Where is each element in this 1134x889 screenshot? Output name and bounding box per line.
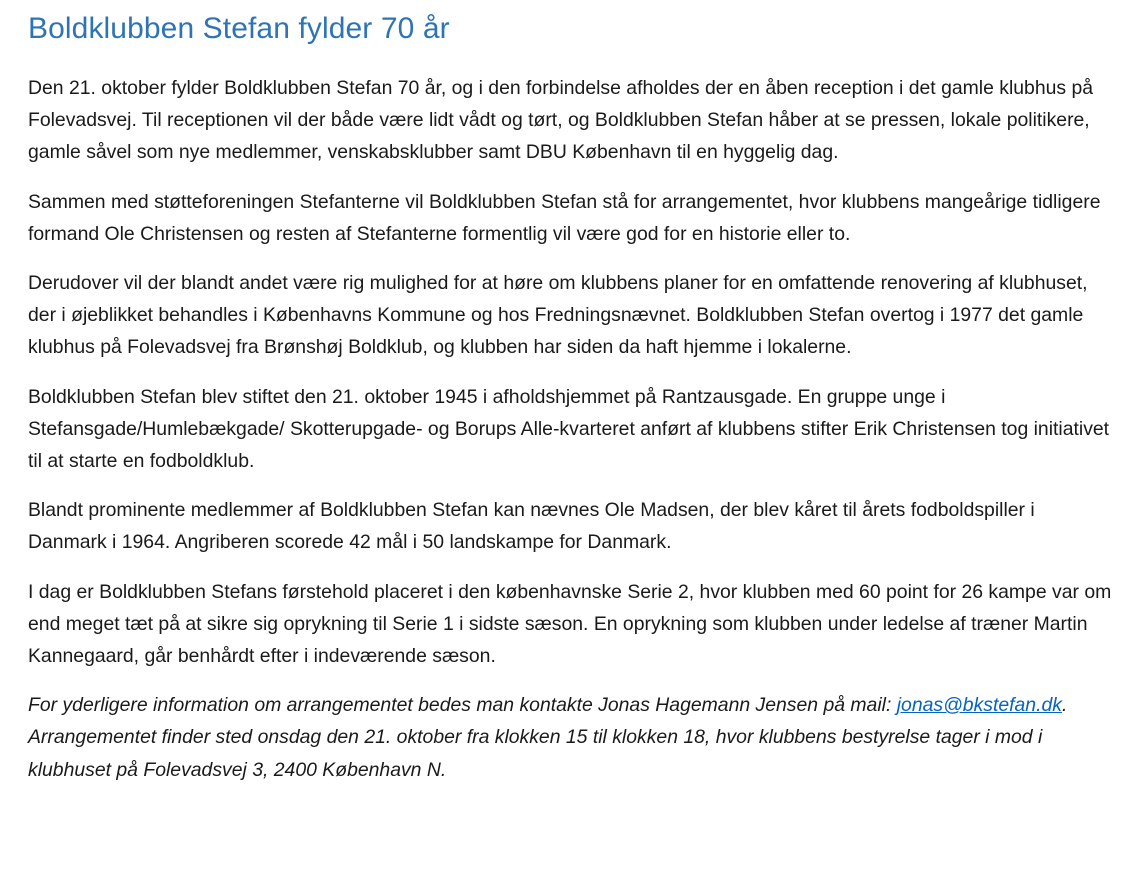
paragraph-intro: Den 21. oktober fylder Boldklubben Stefan 70 år, og i den forbindelse afholdes der en åben reception i det gamle klubhus på Folevadsvej. Til receptionen vil der både være lidt vådt og tørt, og Boldklubben Stefan håber at se pressen, lokale politikere, gamle såvel som nye medlemmer, venskabsklubber samt DBU København til en hyggelig dag.: [28, 77, 1094, 164]
document-page: [28, 10, 1118, 803]
document-title: Boldklubben Stefan fylder 70 år: [28, 12, 450, 45]
contact-intro-text: For yderligere information om arrangementet bedes man kontakte Jonas Hagemann Jensen på mail:: [28, 694, 897, 717]
paragraph-prominent-members: Blandt prominente medlemmer af Boldklubben Stefan kan nævnes Ole Madsen, der blev kåret til årets fodboldspiller i Danmark i 1964. Angriberen scorede 42 mål i 50 landskampe for Danmark.: [28, 499, 1035, 554]
paragraph-stefanterne: Sammen med støtteforeningen Stefanterne vil Boldklubben Stefan stå for arrangementet, hvor klubbens mangeårige tidligere formand Ole Christensen og resten af Stefanterne formentlig vil være god for en historie eller to.: [28, 190, 1101, 245]
paragraph-renovation: Derudover vil der blandt andet være rig mulighed for at høre om klubbens planer for en omfattende renovering af klubhuset, der i øjeblikket behandles i Københavns Kommune og hos Fredningsnævnet. Boldklubben Stefan overtog i 1977 det gamle klubhus på Folevadsvej fra Brønshøj Boldklub, og klubben har siden da haft hjemme i lokalerne.: [28, 272, 1088, 359]
paragraph-history: Boldklubben Stefan blev stiftet den 21. oktober 1945 i afholdshjemmet på Rantzausgade. En gruppe unge i Stefansgade/Humlebækgade/ Skotterupgade- og Borups Alle-kvarteret anført af klubbens stifter Erik Christensen tog initiativet til at starte en fodboldklub.: [28, 385, 1110, 473]
paragraph-first-team: I dag er Boldklubben Stefans førstehold placeret i den københavnske Serie 2, hvor klubben med 60 point for 26 kampe var om end meget tæt på at sikre sig oprykning til Serie 1 i sidste sæson. En oprykning som klubben under ledelse af træner Martin Kannegaard, går benhårdt efter i indeværende sæson.: [28, 580, 1112, 668]
email-link[interactable]: jonas@bkstefan.dk: [896, 694, 1062, 717]
contact-outro-text: . Arrangementet finder sted onsdag den 21. oktober fra klokken 15 til klokken 18, hvor klubbens bestyrelse tager i mod i klubhuset på Folevadsvej 3, 2400 København N.: [28, 694, 1068, 781]
paragraph-contact: [28, 689, 1118, 786]
